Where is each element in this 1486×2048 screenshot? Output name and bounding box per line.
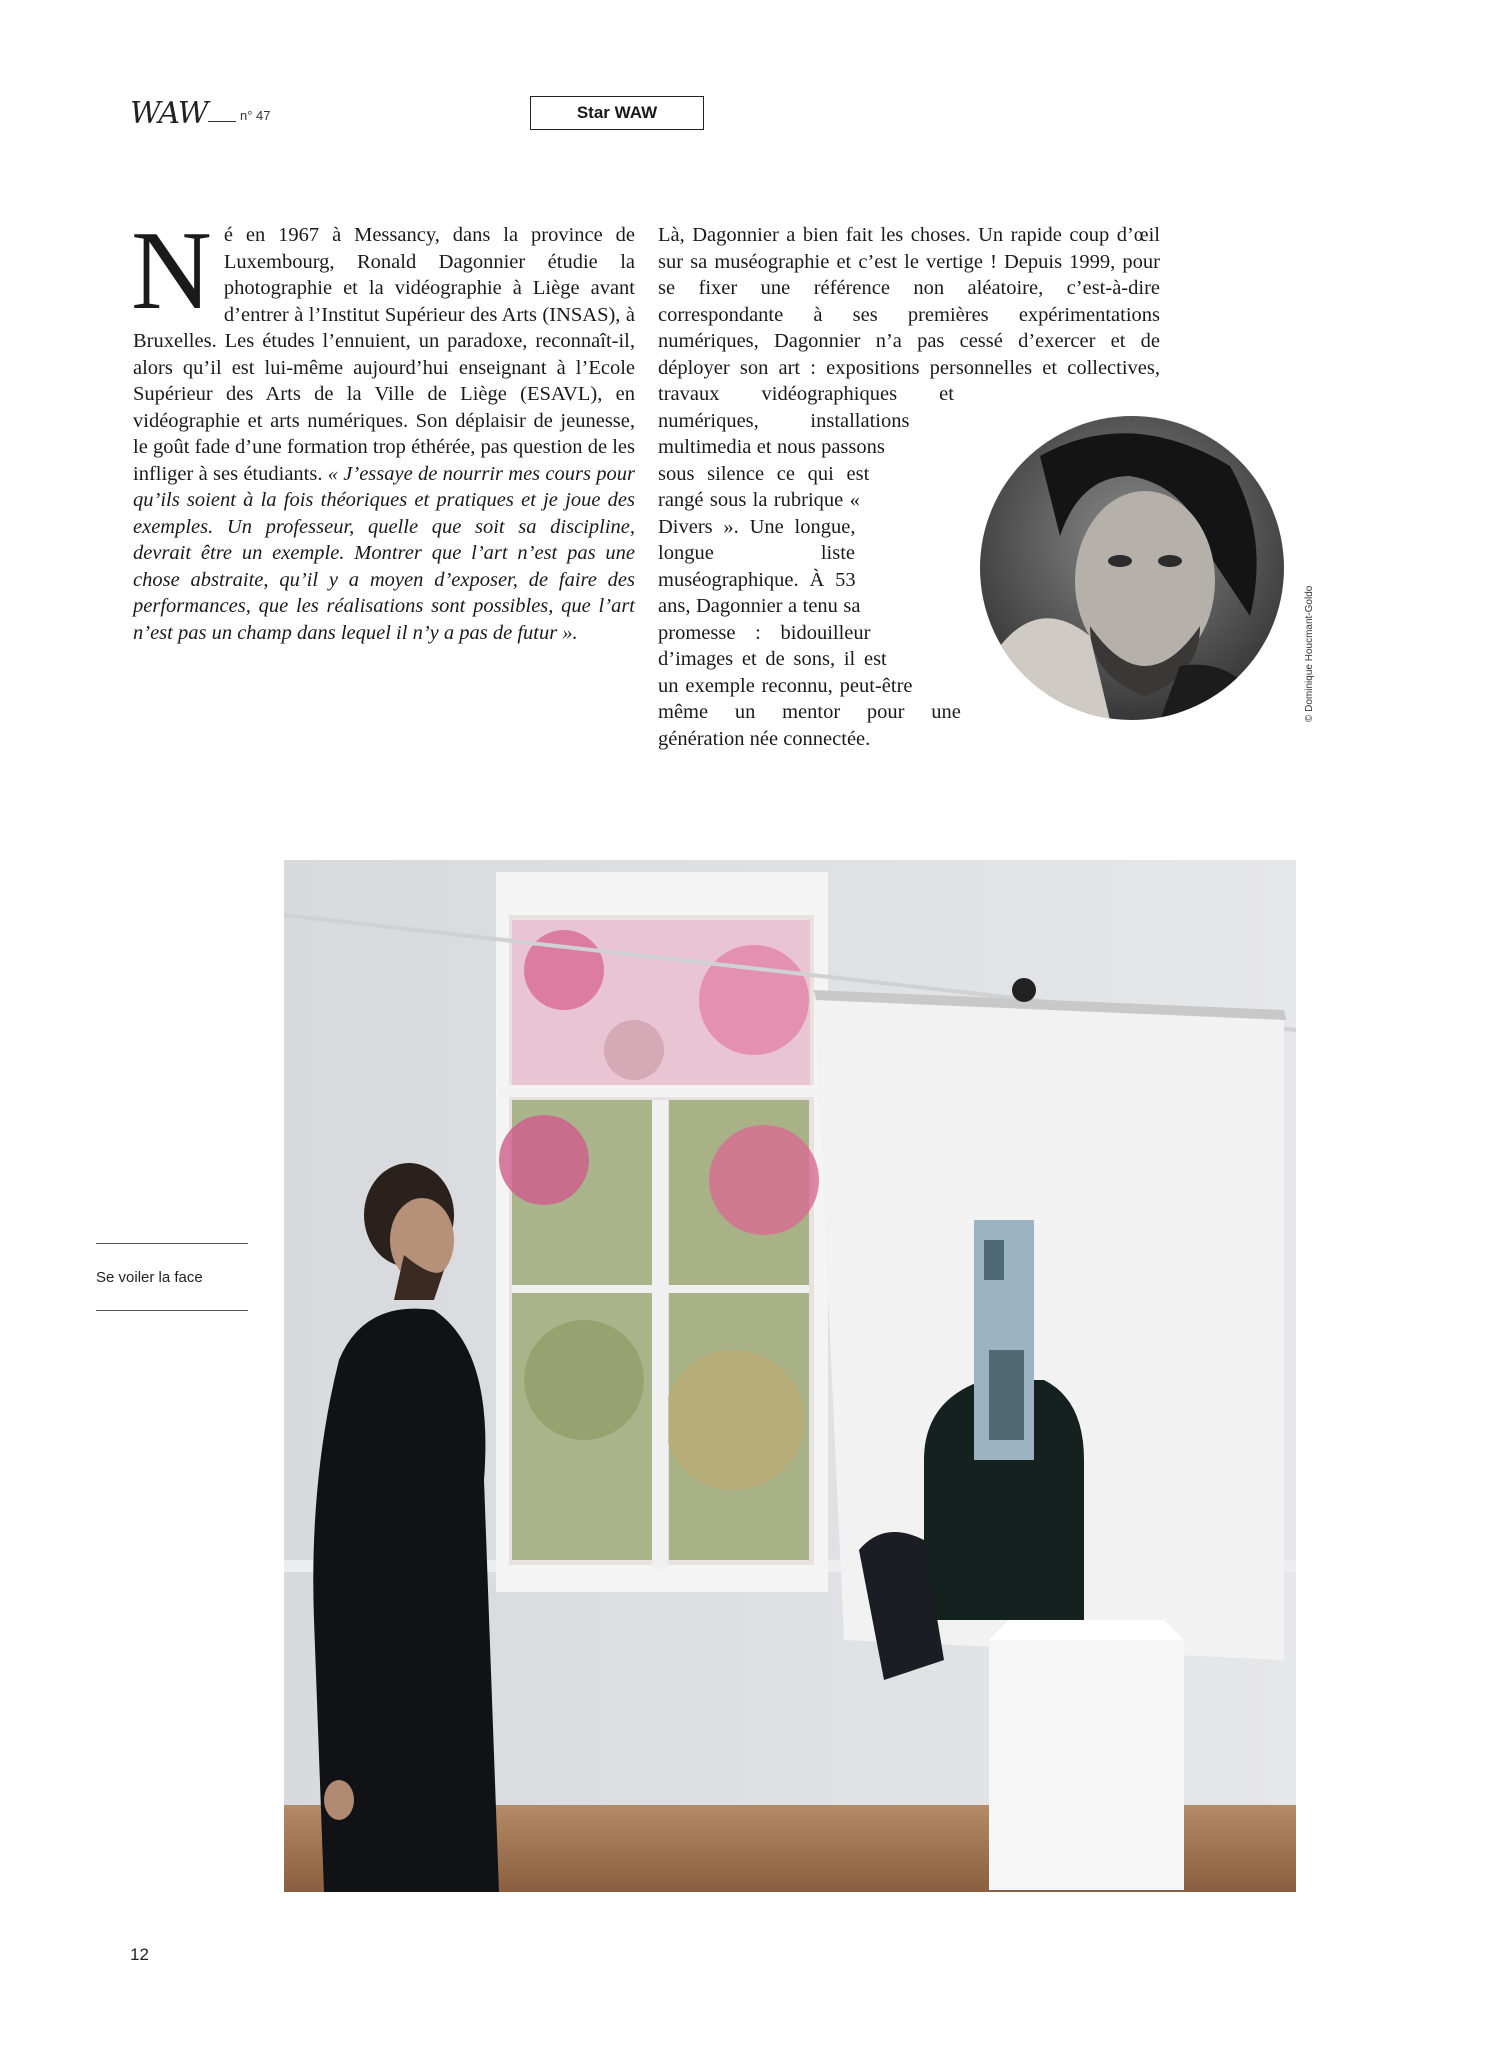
magazine-logo: WAW (130, 96, 208, 131)
photo-credit: © Dominique Houcmant-Goldo (1304, 585, 1315, 722)
exhibition-photo (284, 860, 1296, 1892)
section-label: Star WAW (530, 96, 704, 130)
photo-caption: Se voiler la face (96, 1269, 203, 1286)
caption-rule-top (96, 1243, 248, 1244)
page-number: 12 (130, 1945, 149, 1964)
caption-rule-bottom (96, 1310, 248, 1311)
logo-rule (208, 121, 236, 122)
artist-portrait (980, 416, 1284, 720)
artist-quote: « J’essaye de nourrir mes cours pour qu’ils soient à la fois théoriques et pratiques et je joue des exemples. Un professeur, quelle que soit sa discipline, devrait être un exemple. Montrer que l’art n’est pas une chose abstraite, qu’il y a moyen d’exposer, de faire des performances, que les réalisations sont possibles, que l’art n’est pas un champ dans lequel il n’y a pas de futur ». (133, 462, 635, 644)
second-paragraph: Là, Dagonnier a bien fait les choses. Un rapide coup d’œil sur sa muséographie et c’est le vertige ! Depuis 1999, pour se fixer une référence non aléatoire, c’est-à-dire correspondante à ses premières expérimentations numériques, Dagonnier n’a pas cessé d’exercer et de déployer son art : expositions personnelles et collectives, travaux vidéographiques et numériques, installations multimedia et nous passons sous silence ce qui est rangé sous la rubrique « Divers ». Une longue, longue liste muséographique. À 53 ans, Dagonnier a tenu sa promesse : bidouilleur d’images et de sons, il est un exemple reconnu, peut-être même un mentor pour une génération née connectée. (658, 224, 1160, 750)
article-column-1 (131, 209, 635, 646)
intro-paragraph: é en 1967 à Messancy, dans la province de Luxembourg, Ronald Dagonnier étudie la photographie et la vidéographie à Liège avant d’entrer à l’Institut Supérieur des Arts (INSAS), à Bruxelles. Les études l’ennuient, un paradoxe, reconnaît-il, alors qu’il est lui-même aujourd’hui enseignant à l’Ecole Supérieur des Arts de la Ville de Liège (ESAVL), en vidéographie et arts numériques. Son déplaisir de jeunesse, le goût fade d’une formation trop éthérée, pas question de les infliger à ses étudiants. (133, 224, 635, 485)
drop-cap: N (131, 209, 212, 333)
issue-number: n° 47 (240, 108, 271, 123)
